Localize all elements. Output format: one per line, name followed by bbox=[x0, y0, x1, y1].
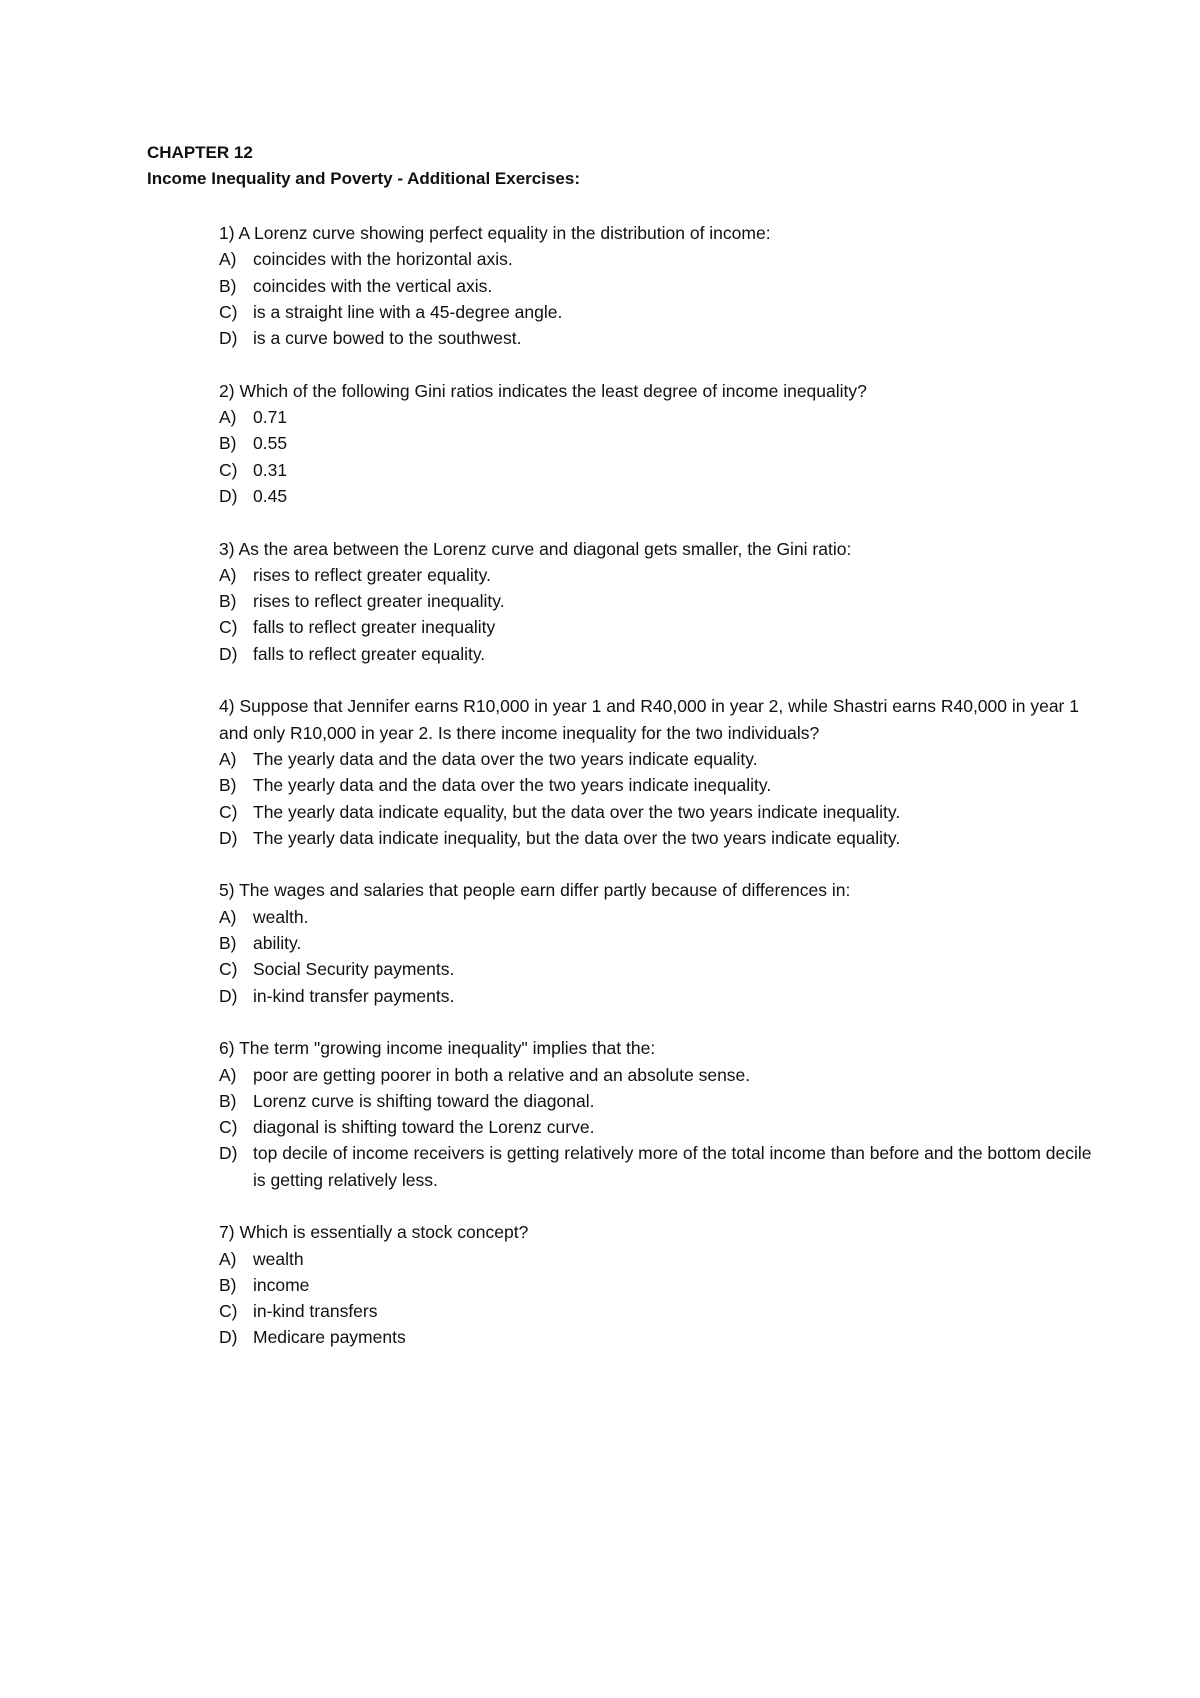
question-text: Suppose that Jennifer earns R10,000 in year 1 and R40,000 in year 2, while Shastri earns R40,000 in year 1 and only R10,000 in year 2. Is there income inequality for the two individuals? bbox=[219, 696, 1079, 743]
question-number: 3) bbox=[219, 538, 235, 559]
answer-options bbox=[219, 246, 1099, 351]
answer-options bbox=[219, 746, 1099, 851]
question-text: The wages and salaries that people earn differ partly because of differences in: bbox=[239, 880, 851, 901]
option-letter: C) bbox=[219, 801, 238, 822]
option-letter: C) bbox=[219, 301, 238, 322]
answer-option bbox=[219, 799, 1099, 825]
answer-option bbox=[219, 1114, 1099, 1140]
option-text: Social Security payments. bbox=[253, 959, 455, 980]
option-text: ability. bbox=[253, 933, 302, 954]
question-stem bbox=[219, 1219, 1099, 1245]
option-letter: A) bbox=[219, 748, 237, 769]
question-stem bbox=[219, 378, 1099, 404]
answer-option bbox=[219, 930, 1099, 956]
answer-option bbox=[219, 430, 1099, 456]
option-text: The yearly data and the data over the two years indicate equality. bbox=[253, 748, 758, 769]
option-text: 0.55 bbox=[253, 433, 288, 454]
question-stem bbox=[219, 220, 1099, 246]
answer-option bbox=[219, 772, 1099, 798]
question-stem bbox=[219, 877, 1099, 903]
option-text: Medicare payments bbox=[253, 1327, 406, 1348]
option-letter: D) bbox=[219, 1143, 238, 1164]
question-number: 6) bbox=[219, 1038, 235, 1059]
question-number: 4) bbox=[219, 696, 235, 717]
option-letter: C) bbox=[219, 459, 238, 480]
question-stem bbox=[219, 536, 1099, 562]
option-text: The yearly data indicate equality, but the data over the two years indicate inequality. bbox=[253, 801, 901, 822]
answer-options bbox=[219, 904, 1099, 1009]
question-5 bbox=[219, 877, 1099, 1008]
option-letter: A) bbox=[219, 564, 237, 585]
answer-option bbox=[219, 614, 1099, 640]
answer-option bbox=[219, 325, 1099, 351]
option-text: Lorenz curve is shifting toward the diagonal. bbox=[253, 1090, 595, 1111]
answer-option bbox=[219, 983, 1099, 1009]
question-text: Which of the following Gini ratios indicates the least degree of income inequality? bbox=[239, 380, 867, 401]
question-number: 1) bbox=[219, 223, 235, 243]
option-text: diagonal is shifting toward the Lorenz curve. bbox=[253, 1117, 595, 1138]
question-7 bbox=[219, 1219, 1099, 1350]
answer-option bbox=[219, 1298, 1099, 1324]
option-letter: A) bbox=[219, 906, 237, 927]
option-text: The yearly data and the data over the two years indicate inequality. bbox=[253, 775, 772, 796]
answer-option bbox=[219, 904, 1099, 930]
chapter-title: CHAPTER 12 bbox=[147, 143, 253, 162]
option-letter: D) bbox=[219, 1327, 238, 1348]
option-text: is a straight line with a 45-degree angle. bbox=[253, 301, 563, 322]
option-text: coincides with the vertical axis. bbox=[253, 275, 493, 296]
question-number: 2) bbox=[219, 380, 235, 401]
option-text: coincides with the horizontal axis. bbox=[253, 249, 513, 270]
option-text: wealth. bbox=[253, 906, 309, 927]
question-text: The term "growing income inequality" implies that the: bbox=[239, 1038, 656, 1059]
answer-option bbox=[219, 299, 1099, 325]
option-text: poor are getting poorer in both a relative and an absolute sense. bbox=[253, 1064, 751, 1085]
option-text: income bbox=[253, 1274, 310, 1295]
option-letter: B) bbox=[219, 591, 237, 612]
answer-option bbox=[219, 273, 1099, 299]
option-text: 0.45 bbox=[253, 485, 288, 506]
question-1 bbox=[219, 220, 1099, 351]
option-text: wealth bbox=[253, 1248, 304, 1269]
answer-option bbox=[219, 1324, 1099, 1350]
answer-option bbox=[219, 956, 1099, 982]
answer-option bbox=[219, 1272, 1099, 1298]
answer-options bbox=[219, 1062, 1099, 1193]
option-letter: B) bbox=[219, 775, 237, 796]
option-text: top decile of income receivers is getting relatively more of the total income than before and the bottom decile is getting relatively less. bbox=[253, 1143, 1092, 1190]
answer-option bbox=[219, 562, 1099, 588]
answer-option bbox=[219, 746, 1099, 772]
question-stem bbox=[219, 693, 1099, 746]
option-letter: D) bbox=[219, 985, 238, 1006]
chapter-subtitle: Income Inequality and Poverty - Additional Exercises: bbox=[147, 169, 580, 188]
answer-option bbox=[219, 588, 1099, 614]
answer-options bbox=[219, 1246, 1099, 1351]
option-text: falls to reflect greater inequality bbox=[253, 617, 496, 638]
question-2 bbox=[219, 378, 1099, 509]
option-text: in-kind transfer payments. bbox=[253, 985, 455, 1006]
question-3 bbox=[219, 536, 1099, 667]
answer-options bbox=[219, 404, 1099, 509]
document-header bbox=[147, 140, 1107, 192]
option-letter: C) bbox=[219, 959, 238, 980]
option-letter: D) bbox=[219, 643, 238, 664]
question-text: As the area between the Lorenz curve and diagonal gets smaller, the Gini ratio: bbox=[238, 538, 852, 559]
answer-option bbox=[219, 1246, 1099, 1272]
option-text: rises to reflect greater equality. bbox=[253, 564, 491, 585]
question-4 bbox=[219, 693, 1099, 851]
answer-option bbox=[219, 457, 1099, 483]
option-letter: D) bbox=[219, 827, 238, 848]
option-letter: C) bbox=[219, 1117, 238, 1138]
answer-options bbox=[219, 562, 1099, 667]
option-letter: B) bbox=[219, 275, 237, 296]
question-text: A Lorenz curve showing perfect equality in the distribution of income: bbox=[238, 223, 771, 243]
option-letter: C) bbox=[219, 617, 238, 638]
question-list bbox=[219, 220, 1099, 1377]
answer-option bbox=[219, 404, 1099, 430]
option-letter: B) bbox=[219, 1274, 237, 1295]
answer-option bbox=[219, 483, 1099, 509]
option-letter: B) bbox=[219, 1090, 237, 1111]
question-stem bbox=[219, 1035, 1099, 1061]
question-number: 7) bbox=[219, 1222, 235, 1243]
question-6 bbox=[219, 1035, 1099, 1193]
option-letter: D) bbox=[219, 485, 238, 506]
option-letter: A) bbox=[219, 1248, 237, 1269]
answer-option bbox=[219, 641, 1099, 667]
answer-option bbox=[219, 1088, 1099, 1114]
answer-option bbox=[219, 825, 1099, 851]
option-text: falls to reflect greater equality. bbox=[253, 643, 486, 664]
option-text: The yearly data indicate inequality, but the data over the two years indicate equality. bbox=[253, 827, 901, 848]
question-number: 5) bbox=[219, 880, 235, 901]
option-text: is a curve bowed to the southwest. bbox=[253, 328, 522, 349]
answer-option bbox=[219, 1140, 1099, 1193]
question-text: Which is essentially a stock concept? bbox=[239, 1222, 529, 1243]
option-text: 0.71 bbox=[253, 407, 288, 428]
option-text: 0.31 bbox=[253, 459, 288, 480]
option-text: in-kind transfers bbox=[253, 1301, 378, 1322]
option-letter: A) bbox=[219, 407, 237, 428]
option-letter: A) bbox=[219, 1064, 237, 1085]
option-letter: B) bbox=[219, 933, 237, 954]
answer-option bbox=[219, 246, 1099, 272]
option-letter: D) bbox=[219, 328, 238, 349]
answer-option bbox=[219, 1062, 1099, 1088]
option-letter: A) bbox=[219, 249, 237, 270]
option-letter: C) bbox=[219, 1301, 238, 1322]
option-text: rises to reflect greater inequality. bbox=[253, 591, 505, 612]
option-letter: B) bbox=[219, 433, 237, 454]
